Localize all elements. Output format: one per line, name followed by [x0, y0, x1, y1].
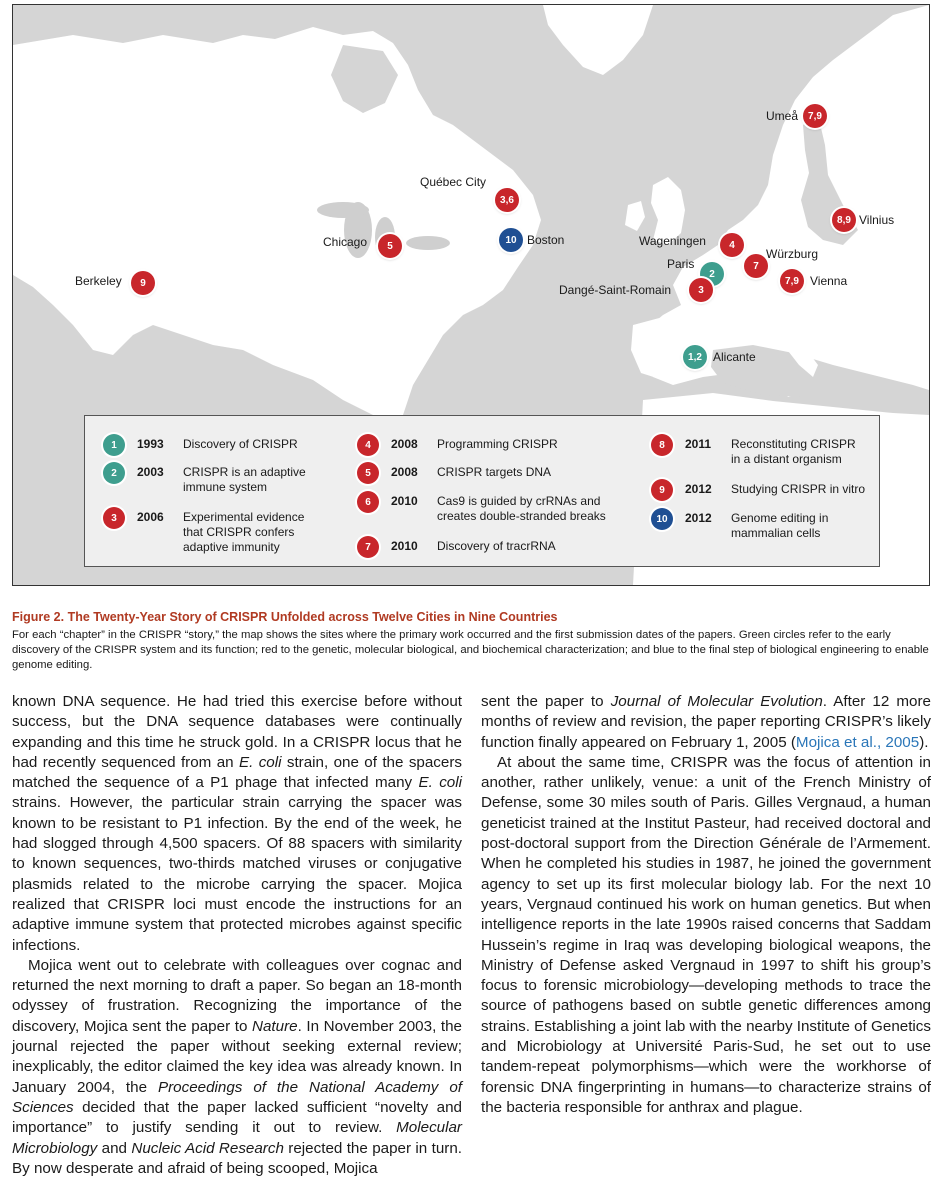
map-marker-wurzburg[interactable]: 7: [744, 254, 768, 278]
legend-text: Experimental evidence that CRISPR confers adaptive immunity: [183, 510, 305, 554]
legend-text: Cas9 is guided by crRNAs and creates double-stranded breaks: [437, 494, 606, 523]
legend-marker: 1: [103, 434, 125, 456]
map-marker-vilnius[interactable]: 8,9: [832, 208, 856, 232]
legend-marker: 10: [651, 508, 673, 530]
legend-item-3: [103, 510, 304, 555]
map-marker-vienna[interactable]: 7,9: [780, 269, 804, 293]
city-label-chicago: Chicago: [323, 235, 368, 249]
legend-year: 2012: [685, 482, 712, 496]
legend-text: Reconstituting CRISPR in a distant organism: [731, 437, 856, 466]
city-label-paris: Paris: [667, 257, 695, 271]
legend-marker: 4: [357, 434, 379, 456]
article-paragraph: sent the paper to Journal of Molecular Evolution. After 12 more months of review and revision, the paper reporting CRISPR’s likely function finally appeared on February 1, 2005 (Mojica et al., 2005).: [481, 693, 932, 751]
legend-item-6: [357, 494, 606, 524]
legend-text: Discovery of CRISPR: [183, 437, 298, 451]
city-label-quebec: Québec City: [420, 175, 487, 189]
citation-link[interactable]: Mojica et al., 2005: [795, 733, 920, 751]
legend-item-2: [103, 465, 306, 495]
legend-marker: 7: [357, 536, 379, 558]
legend-year: 2003: [137, 465, 164, 479]
legend-year: 2006: [137, 510, 164, 524]
legend-text: Genome editing in mammalian cells: [731, 511, 829, 540]
legend-text: Discovery of tracrRNA: [437, 539, 556, 553]
legend-marker: 8: [651, 434, 673, 456]
legend-year: 2010: [391, 539, 418, 553]
article-column-left: [12, 692, 462, 1179]
city-label-vienna: Vienna: [810, 274, 848, 288]
map-marker-wageningen[interactable]: 4: [720, 233, 744, 257]
legend-item-7: [357, 539, 556, 558]
map-marker-quebec[interactable]: 3,6: [495, 188, 519, 212]
legend-year: 2011: [685, 437, 712, 451]
legend-item-4: [357, 437, 558, 456]
city-label-dange: Dangé-Saint-Romain: [559, 283, 672, 297]
legend-item-10: [651, 511, 828, 541]
city-label-umea: Umeå: [766, 109, 799, 123]
city-label-berkeley: Berkeley: [75, 274, 122, 288]
legend-marker: 3: [103, 507, 125, 529]
city-label-boston: Boston: [527, 233, 565, 247]
map-marker-dange[interactable]: 3: [689, 278, 713, 302]
legend-item-1: [103, 437, 298, 456]
legend-year: 2008: [391, 437, 418, 451]
article-paragraph: At about the same time, CRISPR was the focus of attention in another, rather unlikely, venue: a unit of the French Ministry of Defense, some 30 miles south of Paris. Gilles Vergnaud, a human geneticist trained at the Institut Pasteur, had received doctoral and post-doctoral support from the Direction Générale de l’Armement. When he completed his studies in 1987, he joined the government agency to set up its first molecular biology lab. For the next 10 years, Vergnaud continued his work on human genetics. But when intelligence reports in the late 1990s raised concerns that Saddam Hussein’s regime in Iraq was developing biological weapons, the Ministry of Defense asked Vergnaud in 1997 to shift his group’s focus to forensic microbiology—developing methods to trace the source of pathogens based on subtle genetic differences among strains. Establishing a joint lab with the nearby Institute of Genetics and Microbiology at Université Paris-Sud, he set out to use tandem-repeat polymorphisms—which were the workhorse of forensic DNA fingerprinting in humans—to characterize strains of the bacteria responsible for anthrax and plague.: [481, 753, 931, 1116]
legend-item-5: [357, 465, 551, 484]
article-paragraph: Mojica went out to celebrate with colleagues over cognac and returned the next morning to draft a paper. So began an 18-month odyssey of frustration. Recognizing the importance of the discovery, Mojica sent the paper to Nature. In November 2003, the journal rejected the paper without seeking external review; inexplicably, the editor claimed the key idea was already known. In January 2004, the Proceedings of the National Academy of Sciences decided that the paper lacked sufficient “novelty and importance” to justify sending it out to review. Molecular Microbiology and Nucleic Acid Research rejected the paper in turn. By now desperate and afraid of being scooped, Mojica: [12, 956, 463, 1177]
legend-year: 2008: [391, 465, 418, 479]
legend-year: 2012: [685, 511, 712, 525]
map-marker-alicante[interactable]: 1,2: [683, 345, 707, 369]
legend-marker: 6: [357, 491, 379, 513]
city-label-vilnius: Vilnius: [859, 213, 895, 227]
figure-caption-title: Figure 2. The Twenty-Year Story of CRISPR Unfolded across Twelve Cities in Nine Countries: [12, 610, 558, 624]
map-marker-paris[interactable]: 2: [700, 262, 724, 286]
map-marker-berkeley[interactable]: 9: [131, 271, 155, 295]
legend-item-8: [651, 437, 856, 467]
legend-marker: 9: [651, 479, 673, 501]
legend-text: Studying CRISPR in vitro: [731, 482, 866, 496]
city-label-wageningen: Wageningen: [639, 234, 706, 248]
legend-marker: 5: [357, 462, 379, 484]
figure-map-panel: [12, 4, 930, 586]
legend-year: 2010: [391, 494, 418, 508]
map-marker-umea[interactable]: 7,9: [803, 104, 827, 128]
legend-item-9: [651, 482, 865, 501]
map-legend: [84, 415, 880, 567]
article-paragraph: known DNA sequence. He had tried this exercise before without success, but the DNA sequence databases were continually expanding and this time he struck gold. In a CRISPR locus that he had recently sequenced from an E. coli strain, one of the spacers matched the sequence of a P1 phage that infected many E. coli strains. However, the particular strain carrying the spacer was known to be resistant to P1 infection. By the end of the week, he had slogged through 4,500 spacers. Of 88 spacers with similarity to known sequences, two-thirds matched viruses or conjugative plasmids related to the microbe carrying the spacer. Mojica realized that CRISPR loci must encode the instructions for an adaptive immune system that protected microbes against specific infections.: [12, 693, 463, 954]
figure-caption-body: For each “chapter” in the CRISPR “story,” the map shows the sites where the primary work occurred and the first submission dates of the papers. Green circles refer to the early discovery of the CRISPR system and its function; red to the genetic, molecular biological, and biochemical characterization; and blue to the final step of biological engineering to enable genome editing.: [12, 629, 929, 671]
map-marker-boston[interactable]: 10: [499, 228, 523, 252]
legend-marker: 2: [103, 462, 125, 484]
legend-text: CRISPR is an adaptive immune system: [183, 465, 306, 494]
map-marker-chicago[interactable]: 5: [378, 234, 402, 258]
legend-text: Programming CRISPR: [437, 437, 558, 451]
legend-year: 1993: [137, 437, 164, 451]
legend-text: CRISPR targets DNA: [437, 465, 552, 479]
article-column-right: [481, 692, 931, 1118]
city-label-alicante: Alicante: [713, 350, 756, 364]
city-label-wurzburg: Würzburg: [766, 247, 819, 261]
